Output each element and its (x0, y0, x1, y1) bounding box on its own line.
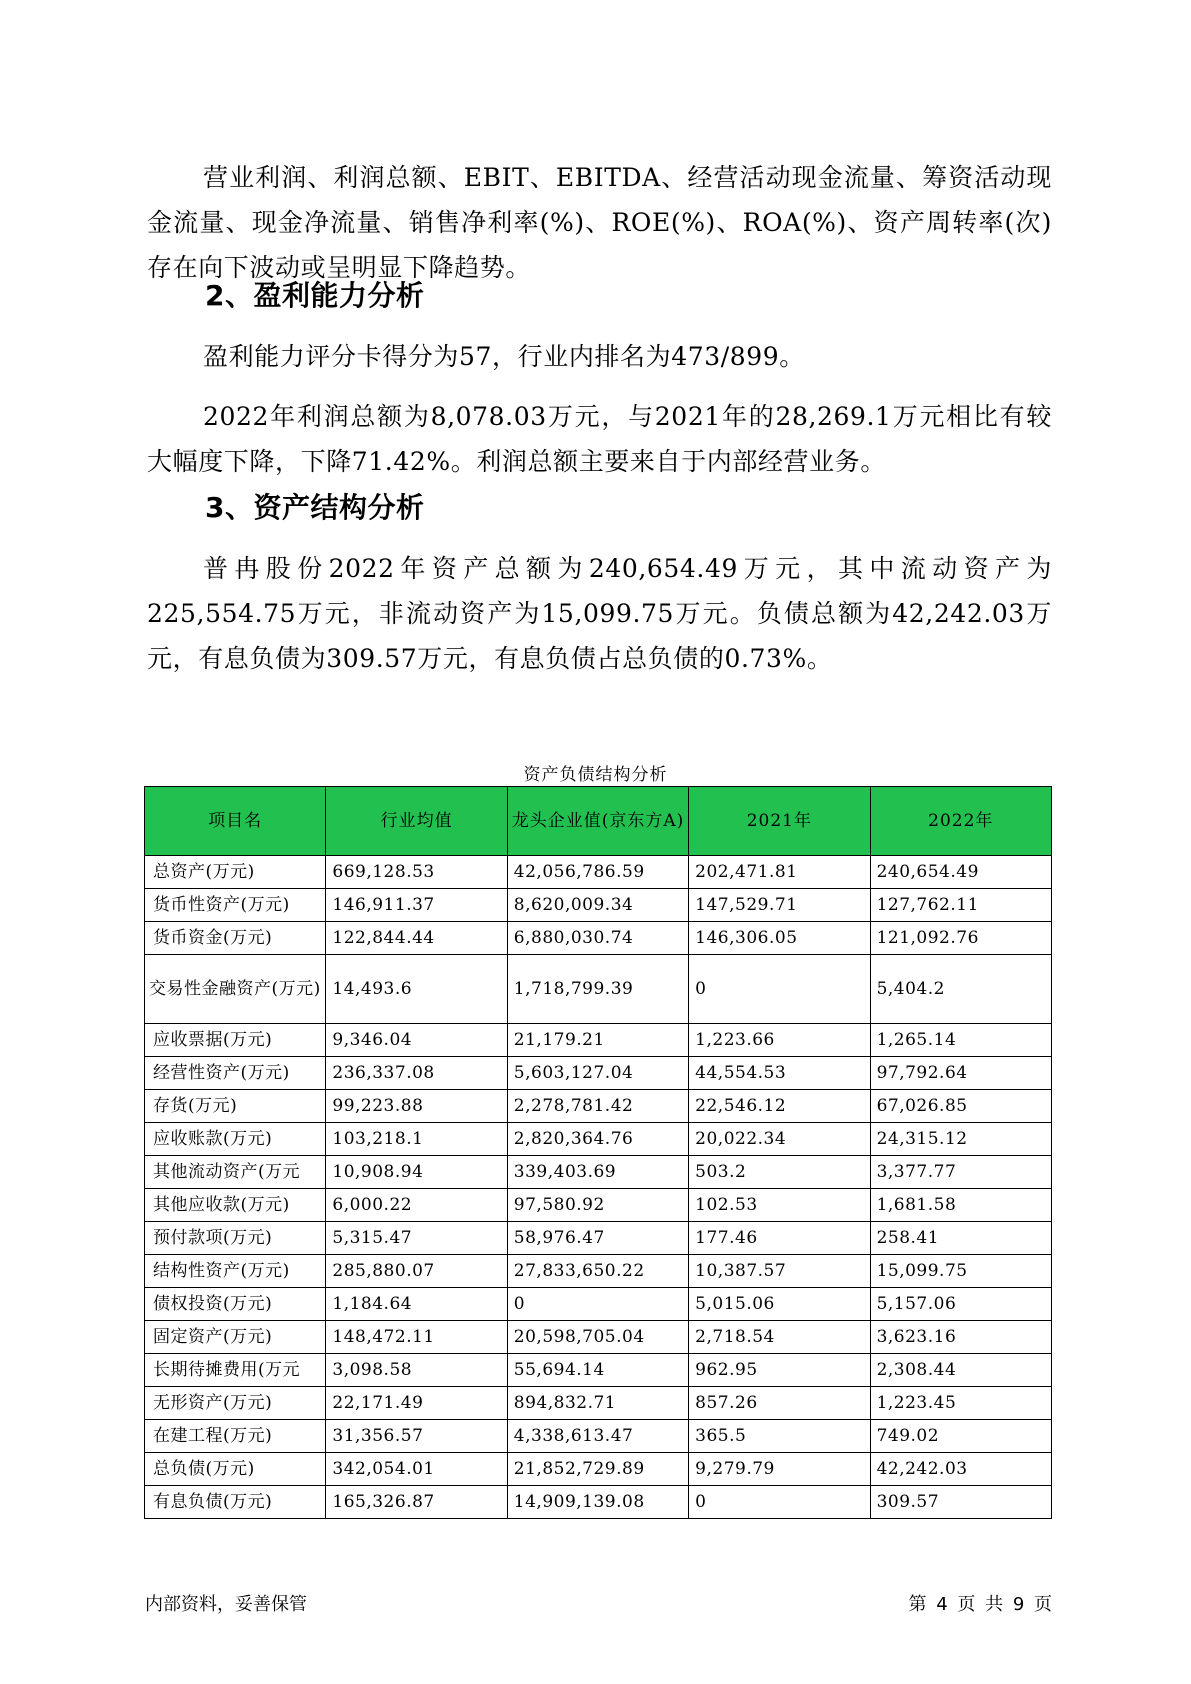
table-row (145, 1189, 1052, 1222)
row-label-cell: 有息负债(万元) (145, 1486, 326, 1519)
table-cell: 97,792.64 (870, 1057, 1051, 1090)
table-row (145, 1486, 1052, 1519)
table-cell: 240,654.49 (870, 856, 1051, 889)
table-cell: 0 (689, 1486, 870, 1519)
table-cell: 20,598,705.04 (507, 1321, 688, 1354)
balance-structure-table (144, 786, 1052, 1519)
table-cell: 147,529.71 (689, 889, 870, 922)
header-item-name: 项目名 (145, 787, 326, 856)
table-cell: 22,171.49 (326, 1387, 507, 1420)
table-cell: 258.41 (870, 1222, 1051, 1255)
table-cell: 3,098.58 (326, 1354, 507, 1387)
table-cell: 10,908.94 (326, 1156, 507, 1189)
table-row (145, 1123, 1052, 1156)
table-row (145, 1321, 1052, 1354)
table-cell: 0 (689, 955, 870, 1024)
table-cell: 202,471.81 (689, 856, 870, 889)
table-row (145, 1024, 1052, 1057)
table-row (145, 1288, 1052, 1321)
table-cell: 67,026.85 (870, 1090, 1051, 1123)
table-cell: 342,054.01 (326, 1453, 507, 1486)
table-cell: 3,623.16 (870, 1321, 1051, 1354)
row-label-cell: 其他流动资产(万元 (145, 1156, 326, 1189)
row-label-cell: 货币性资产(万元) (145, 889, 326, 922)
table-cell: 1,681.58 (870, 1189, 1051, 1222)
table-header-row (145, 787, 1052, 856)
table-body (145, 856, 1052, 1519)
table-cell: 146,911.37 (326, 889, 507, 922)
row-label-cell: 其他应收款(万元) (145, 1189, 326, 1222)
table-cell: 97,580.92 (507, 1189, 688, 1222)
table-caption: 资产负债结构分析 (523, 765, 668, 785)
row-label-cell: 结构性资产(万元) (145, 1255, 326, 1288)
table-row (145, 1255, 1052, 1288)
row-label-cell: 长期待摊费用(万元 (145, 1354, 326, 1387)
table-cell: 5,404.2 (870, 955, 1051, 1024)
row-label-cell: 总负债(万元) (145, 1453, 326, 1486)
table-cell: 5,015.06 (689, 1288, 870, 1321)
table-cell: 21,179.21 (507, 1024, 688, 1057)
table-cell: 2,308.44 (870, 1354, 1051, 1387)
table-cell: 749.02 (870, 1420, 1051, 1453)
table-cell: 122,844.44 (326, 922, 507, 955)
table-row (145, 1222, 1052, 1255)
row-label-cell: 经营性资产(万元) (145, 1057, 326, 1090)
table-row (145, 1420, 1052, 1453)
table-cell: 5,315.47 (326, 1222, 507, 1255)
table-cell: 44,554.53 (689, 1057, 870, 1090)
row-label-cell: 应收账款(万元) (145, 1123, 326, 1156)
table-cell: 148,472.11 (326, 1321, 507, 1354)
header-industry-average: 行业均值 (326, 787, 507, 856)
table-cell: 236,337.08 (326, 1057, 507, 1090)
table-cell: 3,377.77 (870, 1156, 1051, 1189)
table-row (145, 955, 1052, 1024)
table-cell: 894,832.71 (507, 1387, 688, 1420)
header-year-2021: 2021年 (689, 787, 870, 856)
footer-confidential-note: 内部资料，妥善保管 (145, 1594, 307, 1615)
table-cell: 2,278,781.42 (507, 1090, 688, 1123)
row-label-cell: 应收票据(万元) (145, 1024, 326, 1057)
table-cell: 10,387.57 (689, 1255, 870, 1288)
table-cell: 20,022.34 (689, 1123, 870, 1156)
table-cell: 0 (507, 1288, 688, 1321)
table-cell: 6,000.22 (326, 1189, 507, 1222)
row-label-cell: 在建工程(万元) (145, 1420, 326, 1453)
table-cell: 42,242.03 (870, 1453, 1051, 1486)
row-label-cell: 交易性金融资产(万元) (145, 955, 326, 1024)
table-row (145, 1453, 1052, 1486)
table-row (145, 1387, 1052, 1420)
row-label-cell: 总资产(万元) (145, 856, 326, 889)
table-cell: 1,223.66 (689, 1024, 870, 1057)
table-cell: 58,976.47 (507, 1222, 688, 1255)
table-cell: 14,493.6 (326, 955, 507, 1024)
table-cell: 365.5 (689, 1420, 870, 1453)
table-cell: 24,315.12 (870, 1123, 1051, 1156)
profit-total-paragraph: 2022年利润总额为8,078.03万元，与2021年的28,269.1万元相比有较大幅度下降，下降71.42%。利润总额主要来自于内部经营业务。 (147, 402, 1052, 476)
table-cell: 4,338,613.47 (507, 1420, 688, 1453)
table-cell: 42,056,786.59 (507, 856, 688, 889)
row-label-cell: 存货(万元) (145, 1090, 326, 1123)
table-row (145, 1354, 1052, 1387)
header-leader-value: 龙头企业值(京东方A) (507, 787, 688, 856)
table-row (145, 1090, 1052, 1123)
table-cell: 5,603,127.04 (507, 1057, 688, 1090)
table-cell: 99,223.88 (326, 1090, 507, 1123)
table-cell: 1,223.45 (870, 1387, 1051, 1420)
table-cell: 309.57 (870, 1486, 1051, 1519)
table-cell: 177.46 (689, 1222, 870, 1255)
table-cell: 1,718,799.39 (507, 955, 688, 1024)
table-cell: 6,880,030.74 (507, 922, 688, 955)
table-cell: 121,092.76 (870, 922, 1051, 955)
table-cell: 962.95 (689, 1354, 870, 1387)
table-cell: 857.26 (689, 1387, 870, 1420)
table-cell: 103,218.1 (326, 1123, 507, 1156)
table-cell: 2,820,364.76 (507, 1123, 688, 1156)
row-label-cell: 无形资产(万元) (145, 1387, 326, 1420)
table-cell: 55,694.14 (507, 1354, 688, 1387)
table-cell: 127,762.11 (870, 889, 1051, 922)
row-label-cell: 预付款项(万元) (145, 1222, 326, 1255)
table-cell: 27,833,650.22 (507, 1255, 688, 1288)
intro-paragraph: 营业利润、利润总额、EBIT、EBITDA、经营活动现金流量、筹资活动现金流量、现金净流量、销售净利率(%)、ROE(%)、ROA(%)、资产周转率(次)存在向下波动或呈明显下降趋势。 (147, 163, 1052, 282)
section-3-heading: 3、资产结构分析 (205, 491, 425, 524)
table-cell: 21,852,729.89 (507, 1453, 688, 1486)
footer-page-number: 第 4 页 共 9 页 (908, 1594, 1052, 1615)
table-cell: 8,620,009.34 (507, 889, 688, 922)
table-cell: 503.2 (689, 1156, 870, 1189)
table-row (145, 856, 1052, 889)
table-cell: 5,157.06 (870, 1288, 1051, 1321)
table-cell: 1,265.14 (870, 1024, 1051, 1057)
table-cell: 285,880.07 (326, 1255, 507, 1288)
table-row (145, 1156, 1052, 1189)
table-row (145, 889, 1052, 922)
row-label-cell: 债权投资(万元) (145, 1288, 326, 1321)
header-year-2022: 2022年 (870, 787, 1051, 856)
section-2-heading: 2、盈利能力分析 (205, 279, 425, 312)
table-cell: 669,128.53 (326, 856, 507, 889)
table-cell: 9,346.04 (326, 1024, 507, 1057)
table-row (145, 1057, 1052, 1090)
table-row (145, 922, 1052, 955)
asset-structure-paragraph: 普冉股份2022年资产总额为240,654.49万元，其中流动资产为225,554.75万元，非流动资产为15,099.75万元。负债总额为42,242.03万元，有息负债为309.57万元，有息负债占总负债的0.73%。 (147, 554, 1052, 673)
table-cell: 146,306.05 (689, 922, 870, 955)
row-label-cell: 货币资金(万元) (145, 922, 326, 955)
table-cell: 31,356.57 (326, 1420, 507, 1453)
table-cell: 15,099.75 (870, 1255, 1051, 1288)
table-cell: 9,279.79 (689, 1453, 870, 1486)
table-cell: 2,718.54 (689, 1321, 870, 1354)
table-cell: 14,909,139.08 (507, 1486, 688, 1519)
table-cell: 339,403.69 (507, 1156, 688, 1189)
table-cell: 102.53 (689, 1189, 870, 1222)
row-label-cell: 固定资产(万元) (145, 1321, 326, 1354)
table-cell: 1,184.64 (326, 1288, 507, 1321)
table-cell: 165,326.87 (326, 1486, 507, 1519)
profitability-score-paragraph: 盈利能力评分卡得分为57，行业内排名为473/899。 (203, 342, 805, 371)
table-cell: 22,546.12 (689, 1090, 870, 1123)
